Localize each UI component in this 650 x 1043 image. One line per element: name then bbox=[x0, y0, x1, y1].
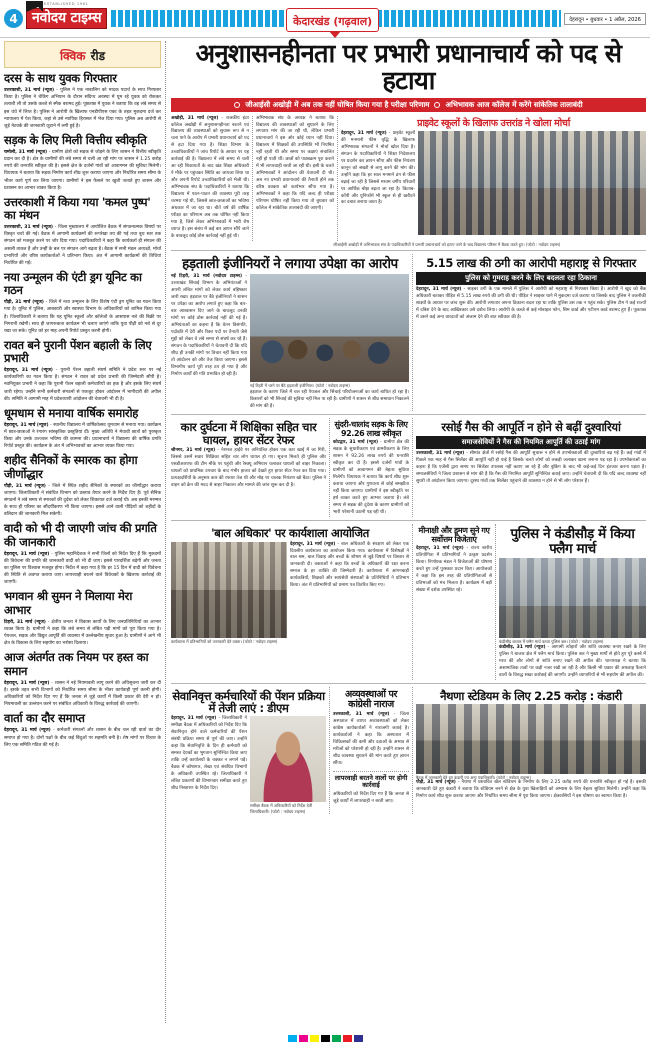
sidebar-item-headline: रावत बने पुरानी पेंशन बहाली के लिए प्रभारी bbox=[4, 337, 152, 366]
lpg-headline: रसोई गैस की आपूर्ति न होने से बढ़ीं दुश्वारियां bbox=[441, 420, 621, 435]
private-schools-headline: प्राइवेट स्कूलों के खिलाफ उत्तरांड ने खोला मोर्चा bbox=[417, 117, 570, 129]
sidebar-item-body: चमोली, 31 मार्च (न्यूज) - ग्रामीण क्षेत्रों को सड़क से जोड़ने के लिए शासन ने वित्तीय स्वीकृति प्रदान कर दी है। क्षेत्र के ग्रामीणों की लंबे समय से चली आ रही मांग पर शासन ने 1.25 करोड़ रुपये की धनराशि स्वीकृत की है। इससे क्षेत्र के दर्जनों गांवों को आवागमन की सुविधा मिलेगी। विधायक ने बताया कि सड़क निर्माण कार्य शीघ्र शुरू कराया जाएगा और निर्धारित समय सीमा के भीतर कार्य पूर्ण कर लिया जाएगा। ग्रामीणों ने इस फैसले पर खुशी जताते हुए शासन और प्रशासन का आभार व्यक्त किया है। bbox=[4, 150, 161, 191]
fraud-body: देहरादून, 31 मार्च (न्यूज) - साइबर ठगी के एक मामले में पुलिस ने आरोपी को महाराष्ट्र से गिरफ्तार किया है। आरोपी ने खुद को बैंक अधिकारी बताकर पीड़ित से 5.15 लाख रुपये की ठगी की थी। पीड़ित ने साइबर थाने में मुकदमा दर्ज कराया था जिसके बाद पुलिस ने तकनीकी साक्ष्यों के आधार पर जांच शुरू की। आरोपी लगातार अपना ठिकाना बदल रहा था ताकि पुलिस उस तक न पहुंच सके। पुलिस टीम ने कई राज्यों में दबिश देने के बाद आखिरकार उसे दबोच लिया। आरोपी के कब्जे से कई मोबाइल फोन, सिम कार्ड और एटीएम कार्ड बरामद हुए हैं। पूछताछ में उसने कई अन्य वारदातों को अंजाम देने की बात स्वीकार की है। bbox=[416, 286, 646, 320]
brief-headline: लापरवाही बरतने वालों पर होगी कार्रवाई bbox=[334, 773, 408, 790]
sidebar-item-text: शासन ने नई नियमावली लागू करने की अधिसूचना जारी कर दी है। इसके तहत सभी विभागों को निर्धारित समय सीमा के भीतर कार्यवाही पूर्ण करनी होगी। अधिकारियों को निर्देश दिए गए हैं कि जनता से जुड़े कार्यों में किसी प्रकार की देरी न हो। नियमावली का उल्लंघन करने पर संबंधित अधिकारी के विरुद्ध कार्रवाई की जाएगी। bbox=[4, 680, 161, 708]
lpg-text-col bbox=[416, 451, 646, 486]
sidebar-item-body: देहरादून, 31 मार्च (न्यूज) - स्थानीय विद्यालय में वार्षिकोत्सव धूमधाम से मनाया गया। कार्यक्रम में छात्र-छात्राओं ने रंगारंग सांस्कृतिक प्रस्तुतियां दीं। मुख्य अतिथि ने मेधावी छात्रों को पुरस्कृत किया और उनके उज्ज्वल भविष्य की कामना की। प्रधानाचार्य ने विद्यालय की वार्षिक प्रगति रिपोर्ट प्रस्तुत की। कार्यक्रम के अंत में अभिभावकों का आभार व्यक्त किया गया। bbox=[4, 423, 161, 450]
column-divider bbox=[337, 116, 338, 241]
lpg-body: उत्तरकाशी, 31 मार्च (न्यूज) - सीमांत क्षेत्रों में रसोई गैस की आपूर्ति सुचारू न होने से उपभोक्ताओं की दुश्वारियां बढ़ गई हैं। कई गांवों में पिछले एक माह से गैस सिलेंडर की आपूर्ति नहीं हो पाई है जिसके चलते लोगों को लकड़ी जलाकर खाना बनाना पड़ रहा है। उपभोक्ताओं का कहना है कि एजेंसी द्वारा समय पर सिलेंडर उपलब्ध नहीं कराए जा रहे हैं और बुकिंग के बाद भी कई-कई दिन इंतजार करना पड़ता है। समाजसेवियों ने जिला प्रशासन से मांग की है कि गैस की नियमित आपूर्ति सुनिश्चित कराई जाए। उन्होंने चेतावनी दी कि यदि जल्द व्यवस्था नहीं सुधरी तो आंदोलन किया जाएगा। दूरस्थ गांवों तक सिलेंडर पहुंचाने की व्यवस्था न होने से भी लोग परेशान हैं। bbox=[416, 450, 646, 484]
engineers-photo bbox=[250, 274, 409, 382]
sidebar-item-dateline: देहरादून, 31 मार्च (न्यूज) bbox=[4, 680, 50, 686]
lead-column-1[interactable] bbox=[171, 116, 249, 241]
stadium-article[interactable] bbox=[416, 687, 646, 815]
lpg-subhead: समाजसेवियों ने गैस की नियमित आपूर्ति की उठाई मांग bbox=[416, 436, 646, 449]
child-article[interactable] bbox=[171, 524, 409, 679]
article-divider bbox=[333, 771, 409, 772]
sidebar-item[interactable] bbox=[4, 590, 161, 647]
sidebar-item-body: देहरादून, 31 मार्च (न्यूज) - पुलिस महानिदेशक ने सभी जिलों को निर्देश दिए हैं कि मुकदमों की विवेचना की प्रगति की जानकारी वादी को भी दी जाए। इससे पारदर्शिता बढ़ेगी और जनता का पुलिस पर विश्वास मजबूत होगा। निर्देश में कहा गया है कि हर 15 दिन में वादी को विवेचना की स्थिति से अवगत कराया जाए। लापरवाही बरतने वाले विवेचकों के खिलाफ कार्रवाई की जाएगी। bbox=[4, 551, 161, 586]
lead-photo-caption: जीआईसी अखोड़ी में अभिभावक संघ के पदाधिकारियों ने प्रभारी प्रधानाचार्य को हटाए जाने के बाद विद्यालय परिसर में बैठक करते हुए। (फोटो : नवोदय टाइम्स) bbox=[333, 241, 561, 247]
masthead bbox=[0, 0, 650, 38]
lead-columns bbox=[171, 116, 646, 241]
edition-tag bbox=[286, 8, 379, 32]
sidebar-item-dateline: देहरादून, 31 मार्च (न्यूज) bbox=[4, 368, 53, 374]
sidebar-item-body: उत्तरकाशी, 31 मार्च (न्यूज) - जिला मुख्यालय में आयोजित बैठक में संगठनात्मक विषयों पर विस्तृत चर्चा की गई। बैठक में आगामी कार्यक्रमों की रूपरेखा तय की गई तथा बूथ स्तर तक संगठन को मजबूत करने पर जोर दिया गया। पदाधिकारियों ने कहा कि कार्यकर्ता ही संगठन की असली ताकत हैं और उन्हीं के बल पर संगठन आगे बढ़ता है। बैठक में सभी मंडल अध्यक्षों, मोर्चा प्रभारियों और वरिष्ठ कार्यकर्ताओं ने प्रतिभाग किया। अंत में आगामी कार्यक्रमों की तिथियां निर्धारित की गईं। bbox=[4, 225, 161, 266]
sidebar-item-body: पौड़ी, 31 मार्च (न्यूज) - जिले में स्थित शहीद सैनिकों के स्मारकों का जीर्णोद्धार कराया जाएगा। जिलाधिकारी ने संबंधित विभाग को प्रस्ताव तैयार करने के निर्देश दिए हैं। पूर्व सैनिक संगठनों ने लंबे समय से स्मारकों की दुर्दशा को लेकर शिकायत दर्ज कराई थी। अब इनकी मरम्मत के साथ ही परिसर का सौंदर्यीकरण भी किया जाएगा। इससे आने वाली पीढ़ियों को शहीदों के बलिदान की जानकारी मिल सकेगी। bbox=[4, 483, 161, 518]
pension-headline: सेवानिवृत्त कर्मचारियों की पेंशन प्रक्रिया में तेजी लाएं : डीएम bbox=[172, 688, 325, 715]
masthead-dateline: देहरादून • बुधवार • 1 अप्रैल, 2026 bbox=[564, 13, 646, 25]
scheme-article[interactable] bbox=[333, 418, 409, 517]
private-schools-text-col bbox=[341, 131, 415, 235]
car-article[interactable] bbox=[171, 418, 326, 517]
page-body bbox=[0, 38, 650, 1023]
meena-headline: मीनाक्षी और डूमण सुने गए सर्वोत्तम विजेताएं bbox=[418, 526, 490, 544]
engineers-headline: हड़ताली इंजीनियरों ने लगाया उपेक्षा का आरोप bbox=[182, 256, 398, 273]
lead-dateline: अखोड़ी, 31 मार्च (न्यूज) bbox=[171, 115, 219, 121]
child-photo bbox=[171, 542, 287, 638]
column-divider bbox=[329, 687, 330, 815]
sidebar-item-headline: सड़क के लिए मिली वित्तीय स्वीकृति bbox=[4, 132, 147, 147]
quick-read-header bbox=[4, 41, 161, 68]
bullet-dot-icon bbox=[434, 102, 440, 108]
sidebar-item-text: जिले में स्थित शहीद सैनिकों के स्मारकों का जीर्णोद्धार कराया जाएगा। जिलाधिकारी ने संबंधित विभाग को प्रस्ताव तैयार करने के निर्देश दिए हैं। पूर्व सैनिक संगठनों ने लंबे समय से स्मारकों की दुर्दशा को लेकर शिकायत दर्ज कराई थी। अब इनकी मरम्मत के साथ ही परिसर का सौंदर्यीकरण भी किया जाएगा। इससे आने वाली पीढ़ियों को शहीदों के बलिदान की जानकारी मिल सकेगी। bbox=[4, 483, 161, 518]
sidebar-item-body: उत्तरकाशी, 31 मार्च (न्यूज) - पुलिस ने एक नाबालिग को मादक पदार्थ के साथ गिरफ्तार किया है। पुलिस ने चेकिंग अभियान के दौरान संदिग्ध अवस्था में घूम रहे युवक को रोककर तलाशी ली तो उसके कब्जे से स्मैक बरामद हुई। पूछताछ में युवक ने बताया कि वह लंबे समय से इस धंधे में लिप्त है। पुलिस ने आरोपी के खिलाफ एनडीपीएस एक्ट के तहत मुकदमा दर्ज कर न्यायालय में पेश किया, जहां से उसे न्यायिक हिरासत में भेज दिया गया। पुलिस अब आरोपी से जुड़े नेटवर्क की जानकारी जुटाने में लगी हुई है। bbox=[4, 88, 161, 129]
child-dateline: देहरादून, 31 मार्च (न्यूज) bbox=[290, 541, 336, 547]
sidebar-item-body: टिहरी, 31 मार्च (न्यूज) - क्षेत्रीय जनता ने विकास कार्यों के लिए जनप्रतिनिधियों का आभार व्यक्त किया है। ग्रामीणों ने कहा कि लंबे समय से लंबित पड़ी मांगों को पूरा किया गया है। पेयजल, सड़क और विद्युत आपूर्ति की व्यवस्था में उल्लेखनीय सुधार हुआ है। ग्रामीणों ने आगे भी क्षेत्र के विकास के लिए सहयोग का भरोसा दिलाया। bbox=[4, 619, 162, 647]
sidebar-item-headline: नया उन्मूलन की एंटी ड्रग यूनिट का गठन bbox=[4, 269, 142, 298]
sidebar-item-text: जिले में नशा उन्मूलन के लिए विशेष एंटी ड्रग यूनिट का गठन किया गया है। यूनिट में पुलिस, आबकारी और स्वास्थ्य विभाग के अधिकारियों को शामिल किया गया है। जिलाधिकारी ने बताया कि यह यूनिट स्कूलों और कॉलेजों के आसपास नशे की बिक्री पर निगरानी रखेगी। साथ ही जागरूकता कार्यक्रम भी चलाए जाएंगे ताकि युवा पीढ़ी को नशे से दूर रखा जा सके। यूनिट को हर माह अपनी रिपोर्ट प्रस्तुत करनी होगी। bbox=[4, 300, 161, 334]
cmyk-black-swatch bbox=[321, 1035, 330, 1042]
stadium-headline: नैथणा स्टेडियम के लिए 2.25 करोड़ : कंडारी bbox=[440, 688, 622, 703]
sidebar-item[interactable] bbox=[4, 407, 161, 451]
cmyk-cyan-swatch bbox=[288, 1035, 297, 1042]
pension-photo-caption: समीक्षा बैठक में अधिकारियों को निर्देश देतीं जिलाधिकारी। (फोटो : नवोदय टाइम्स) bbox=[250, 803, 313, 814]
child-text-col bbox=[287, 542, 409, 644]
scheme-dateline: कोटद्वार, 31 मार्च (न्यूज) bbox=[333, 440, 379, 446]
sidebar-item-headline: शहीद सैनिकों के स्मारक का होगा जीर्णोद्धार bbox=[4, 453, 138, 481]
car-text-col bbox=[171, 448, 326, 490]
section-divider bbox=[171, 414, 646, 415]
lpg-article[interactable] bbox=[416, 418, 646, 517]
sidebar-item[interactable] bbox=[4, 72, 161, 130]
private-schools-text: प्राइवेट स्कूलों की मनमानी फीस वृद्धि के खिलाफ अभिभावक संगठनों ने मोर्चा खोल दिया है। संगठन के पदाधिकारियों ने शिक्षा निदेशालय पर प्रदर्शन कर ज्ञापन सौंपा और फीस नियंत्रण कानून को सख्ती से लागू करने की मांग की। उन्होंने कहा कि हर साल मनमाने ढंग से फीस बढ़ाई जा रही है जिससे मध्यम वर्गीय परिवारों पर आर्थिक बोझ बढ़ता जा रहा है। किताब-कॉपी और यूनिफॉर्म भी स्कूल से ही खरीदने का दबाव बनाया जाता है। bbox=[341, 130, 415, 206]
sidebar-item-headline: धूमधाम से मनाया वार्षिक समारोह bbox=[4, 405, 139, 420]
lpg-text: सीमांत क्षेत्रों में रसोई गैस की आपूर्ति सुचारू न होने से उपभोक्ताओं की दुश्वारियां बढ़ गई हैं। कई गांवों में पिछले एक माह से गैस सिलेंडर की आपूर्ति नहीं हो पाई है जिसके चलते लोगों को लकड़ी जलाकर खाना बनाना पड़ रहा है। उपभोक्ताओं का कहना है कि एजेंसी द्वारा समय पर सिलेंडर उपलब्ध नहीं कराए जा रहे हैं और बुकिंग के बाद भी कई-कई दिन इंतजार करना पड़ता है। समाजसेवियों ने जिला प्रशासन से मांग की है कि गैस की नियमित आपूर्ति सुनिश्चित कराई जाए। उन्होंने चेतावनी दी कि यदि जल्द व्यवस्था नहीं सुधरी तो आंदोलन किया जाएगा। दूरस्थ गांवों तक सिलेंडर पहुंचाने की व्यवस्था न होने से भी लोग परेशान हैं। bbox=[416, 450, 646, 484]
meena-article[interactable] bbox=[416, 524, 492, 679]
cmyk-yellow-swatch bbox=[310, 1035, 319, 1042]
row-pension-stadium bbox=[171, 687, 646, 815]
child-text: बाल अधिकारों के संरक्षण को लेकर एक दिवसीय कार्यशाला का आयोजन किया गया। कार्यशाला में विशेषज्ञों ने बाल श्रम, बाल विवाह और बच्चों के शोषण से जुड़े विषयों पर विस्तार से जानकारी दी। वक्ताओं ने कहा कि बच्चों के अधिकारों की रक्षा करना समाज के हर व्यक्ति की जिम्मेदारी है। कार्यशाला में आंगनबाड़ी कार्यकत्रियों, शिक्षकों और स्वयंसेवी संस्थाओं के प्रतिनिधियों ने प्रतिभाग किया। अंत में प्रतिभागियों को प्रमाण पत्र वितरित किए गए। bbox=[290, 541, 409, 589]
stadium-body: पौड़ी, 31 मार्च (न्यूज) - नैथणा में प्रस्तावित खेल स्टेडियम के निर्माण के लिए 2.25 करोड़ रुपये की धनराशि स्वीकृत हो गई है। इसकी जानकारी देते हुए कंडारी ने बताया कि स्टेडियम बनने से क्षेत्र के युवा खिलाड़ियों को अभ्यास के लिए बेहतर सुविधा मिलेगी। उन्होंने कहा कि निर्माण कार्य शीघ्र शुरू कराया जाएगा और निर्धारित समय सीमा में पूरा किया जाएगा। क्षेत्रवासियों ने इस घोषणा का स्वागत किया है। bbox=[416, 780, 646, 800]
cmyk-blue-swatch bbox=[354, 1035, 363, 1042]
lead-body-1: अखोड़ी, 31 मार्च (न्यूज) - राजकीय इंटर कॉलेज अखोड़ी में अनुशासनहीनता बरतने एवं विद्यालय की व्यवस्थाओं को सुचारू रूप से न चला पाने के आरोप में प्रभारी प्रधानाचार्य को पद से हटा दिया गया है। शिक्षा विभाग के उच्चाधिकारियों ने जांच रिपोर्ट के आधार पर यह कार्रवाई की है। विद्यालय में लंबे समय से चली आ रही शिकायतों के बाद खंड शिक्षा अधिकारी ने मौके पर पहुंचकर स्थिति का जायजा लिया था और अपनी रिपोर्ट उच्चाधिकारियों को भेजी थी। अभिभावक संघ के पदाधिकारियों ने बताया कि विद्यालय में पठन-पाठन की व्यवस्था पूरी तरह चरमरा गई थी, जिससे छात्र-छात्राओं का भविष्य अंधकार में जा रहा था। बीते वर्ष की वार्षिक परीक्षा का परिणाम अब तक घोषित नहीं किया गया है, जिसे लेकर अभिभावकों में भारी रोष व्याप्त है। इस संबंध में कई बार ज्ञापन सौंपे जाने के बावजूद कोई ठोस कार्रवाई नहीं हुई थी। bbox=[171, 115, 249, 239]
scheme-text: ग्रामीण क्षेत्र की सड़क के सुधारीकरण एवं डामरीकरण के लिए शासन ने 92.26 लाख रुपये की धनराशि स्वीकृत कर दी है। इससे दर्जनों गांवों के ग्रामीणों को आवागमन की बेहतर सुविधा मिलेगी। विधायक ने बताया कि कार्य शीघ्र शुरू कराया जाएगा और गुणवत्ता से कोई समझौता नहीं किया जाएगा। ग्रामीणों ने इस स्वीकृति पर हर्ष व्यक्त करते हुए आभार जताया है। लंबे समय से सड़क की दुर्दशा के कारण ग्रामीणों को भारी परेशानी उठानी पड़ रही थी। bbox=[333, 440, 409, 516]
car-dateline: श्रीनगर, 31 मार्च (न्यूज) bbox=[171, 448, 216, 454]
engineers-body: नई टिहरी, 31 मार्च (नवोदय टाइम्स) - उत्तराखंड सिंचाई विभाग के अभियंताओं ने अपनी लंबित मांगों को लेकर कार्य बहिष्कार जारी रखा। हड़ताल पर बैठे इंजीनियरों ने शासन पर उपेक्षा का आरोप लगाते हुए कहा कि बार-बार आश्वासन दिए जाने के बावजूद उनकी मांगों पर कोई ठोस कार्रवाई नहीं की गई है। अभियंताओं का कहना है कि वेतन विसंगति, पदोन्नति में देरी और रिक्त पदों पर तैनाती जैसे मुद्दों को लेकर वे लंबे समय से संघर्ष कर रहे हैं। संगठन के पदाधिकारियों ने चेतावनी दी कि यदि शीघ्र ही उनकी मांगों पर विचार नहीं किया गया तो आंदोलन को और तेज किया जाएगा। इससे विभागीय कार्य पूरी तरह ठप हो गया है और निर्माण कार्यों की गति प्रभावित हो रही है। bbox=[171, 273, 247, 377]
fraud-subhead: पुलिस को गुमराह करने के लिए बदलता रहा ठिकाना bbox=[416, 272, 646, 285]
sidebar-item[interactable] bbox=[4, 271, 161, 335]
paper-name: नवोदय टाइम्स bbox=[26, 8, 107, 29]
column-divider bbox=[252, 116, 253, 241]
lead-text-1: राजकीय इंटर कॉलेज अखोड़ी में अनुशासनहीनता बरतने एवं विद्यालय की व्यवस्थाओं को सुचारू रूप से न चला पाने के आरोप में प्रभारी प्रधानाचार्य को पद से हटा दिया गया है। शिक्षा विभाग के उच्चाधिकारियों ने जांच रिपोर्ट के आधार पर यह कार्रवाई की है। विद्यालय में लंबे समय से चली आ रही शिकायतों के बाद खंड शिक्षा अधिकारी ने मौके पर पहुंचकर स्थिति का जायजा लिया था और अपनी रिपोर्ट उच्चाधिकारियों को भेजी थी। अभिभावक संघ के पदाधिकारियों ने बताया कि विद्यालय में पठन-पाठन की व्यवस्था पूरी तरह चरमरा गई थी, जिससे छात्र-छात्राओं का भविष्य अंधकार में जा रहा था। बीते वर्ष की वार्षिक परीक्षा का परिणाम अब तक घोषित नहीं किया गया है, जिसे लेकर अभिभावकों में भारी रोष व्याप्त है। इस संबंध में कई बार ज्ञापन सौंपे जाने के बावजूद कोई ठोस कार्रवाई नहीं हुई थी। bbox=[171, 115, 249, 239]
engineers-text-2: हड़ताल के कारण जिले में चल रही पेयजल और सिंचाई परियोजनाओं का कार्य बाधित हो रहा है। किसानों को भी सिंचाई की सुविधा नहीं मिल पा रही है। ग्रामीणों ने शासन से शीघ्र समाधान निकालने की मांग की है। bbox=[250, 390, 409, 410]
engineers-photo-col bbox=[247, 274, 409, 411]
pension-dateline: देहरादून, 31 मार्च (न्यूज) bbox=[171, 716, 217, 722]
congress-body: उत्तरकाशी, 31 मार्च (न्यूज) - जिला अस्पताल में व्याप्त अव्यवस्थाओं को लेकर कांग्रेस कार्यकर्ताओं ने नाराजगी जताई है। कार्यकर्ताओं ने कहा कि अस्पताल में चिकित्सकों की कमी और दवाओं के अभाव से मरीजों को परेशानी हो रही है। उन्होंने शासन से शीघ्र व्यवस्था सुधारने की मांग करते हुए ज्ञापन सौंपा। bbox=[333, 712, 409, 766]
sidebar-item-dateline: पौड़ी, 31 मार्च (न्यूज) bbox=[4, 483, 46, 489]
sidebar-item[interactable] bbox=[4, 339, 161, 403]
fraud-text: साइबर ठगी के एक मामले में पुलिस ने आरोपी को महाराष्ट्र से गिरफ्तार किया है। आरोपी ने खुद को बैंक अधिकारी बताकर पीड़ित से 5.15 लाख रुपये की ठगी की थी। पीड़ित ने साइबर थाने में मुकदमा दर्ज कराया था जिसके बाद पुलिस ने तकनीकी साक्ष्यों के आधार पर जांच शुरू की। आरोपी लगातार अपना ठिकाना बदल रहा था ताकि पुलिस उस तक न पहुंच सके। पुलिस टीम ने कई राज्यों में दबिश देने के बाद आखिरकार उसे दबोच लिया। आरोपी के कब्जे से कई मोबाइल फोन, सिम कार्ड और एटीएम कार्ड बरामद हुए हैं। पूछताछ में उसने कई अन्य वारदातों को अंजाम देने की बात स्वीकार की है। bbox=[416, 286, 646, 320]
meena-text: राज्य स्तरीय प्रतियोगिता में प्रतिभागियों ने उत्कृष्ट प्रदर्शन किया। निर्णायक मंडल ने विजेताओं की घोषणा करते हुए उन्हें पुरस्कार प्रदान किए। आयोजकों ने कहा कि इस तरह की प्रतियोगिताओं से प्रतिभाओं को मंच मिलता है। कार्यक्रम में बड़ी संख्या में दर्शक उपस्थित रहे। bbox=[416, 546, 492, 594]
sidebar-item[interactable] bbox=[4, 134, 161, 192]
column-divider bbox=[412, 687, 413, 815]
row-car-lpg bbox=[171, 418, 646, 517]
column-divider bbox=[329, 418, 330, 517]
police-dateline: कंडीसौड़, 31 मार्च (न्यूज) bbox=[499, 644, 546, 650]
lead-column-2[interactable] bbox=[256, 116, 334, 241]
page-number-badge: 4 bbox=[4, 9, 23, 28]
lead-side-block[interactable] bbox=[341, 116, 646, 241]
child-headline: 'बाल अधिकार' पर कार्यशाला आयोजित bbox=[211, 526, 369, 541]
sidebar-item-text: ग्रामीण क्षेत्रों को सड़क से जोड़ने के लिए शासन ने वित्तीय स्वीकृति प्रदान कर दी है। क्षेत्र के ग्रामीणों की लंबे समय से चली आ रही मांग पर शासन ने 1.25 करोड़ रुपये की धनराशि स्वीकृत की है। इससे क्षेत्र के दर्जनों गांवों को आवागमन की सुविधा मिलेगी। विधायक ने बताया कि सड़क निर्माण कार्य शीघ्र शुरू कराया जाएगा और निर्धारित समय सीमा के भीतर कार्य पूर्ण कर लिया जाएगा। ग्रामीणों ने इस फैसले पर खुशी जताते हुए शासन और प्रशासन का आभार व्यक्त किया है। bbox=[4, 150, 161, 191]
pension-photo-col bbox=[247, 716, 326, 814]
lead-bullet-2: अभिभावक आज कॉलेज में करेंगे सांकेतिक तालाबंदी bbox=[445, 99, 583, 109]
congress-headline: अव्यवस्थाओं पर कांग्रेसी नाराज bbox=[344, 688, 398, 710]
meena-dateline: देहरादून, 31 मार्च (न्यूज) bbox=[416, 546, 464, 552]
sidebar-item-body: देहरादून, 31 मार्च (न्यूज) - कर्मचारी संगठनों और शासन के बीच चल रही वार्ता का दौर समाप्त हो गया है। दोनों पक्षों के बीच कई बिंदुओं पर सहमति बनी है। शेष मांगों पर विचार के लिए एक समिति गठित की गई है। bbox=[4, 728, 162, 748]
sidebar-item-dateline: पौड़ी, 31 मार्च (न्यूज) bbox=[4, 300, 44, 306]
section-divider bbox=[171, 250, 646, 251]
main-content bbox=[166, 41, 646, 1023]
sidebar-item-dateline: चमोली, 31 मार्च (न्यूज) bbox=[4, 150, 48, 156]
fraud-text-col-1 bbox=[416, 287, 646, 322]
edition-tag-label: केदारखंड (गढ़वाल) bbox=[293, 15, 373, 28]
lead-photo bbox=[418, 131, 646, 235]
column-divider bbox=[412, 418, 413, 517]
police-body: कंडीसौड़, 31 मार्च (न्यूज) - आगामी त्योहारों और शांति व्यवस्था बनाए रखने के लिए पुलिस ने बाजार क्षेत्र में फ्लैग मार्च किया। पुलिस बल ने मुख्य मार्गों से होते हुए पूरे कस्बे में गश्त की और लोगों से शांति बनाए रखने की अपील की। थानाध्यक्ष ने बताया कि असामाजिक तत्वों पर कड़ी नजर रखी जा रही है और किसी भी प्रकार की अफवाह फैलाने वालों के विरुद्ध सख्त कार्रवाई की जाएगी। उन्होंने व्यापारियों से भी सहयोग की अपील की। bbox=[499, 644, 646, 678]
police-photo-caption: कंडीसौड़ बाजार में फ्लैग मार्च करता पुलिस बल। (फोटो : नवोदय टाइम्स) bbox=[499, 639, 604, 645]
section-divider bbox=[171, 683, 646, 684]
sidebar-item-headline: भगवान श्री सुमन ने मिलाया मेरा आभार bbox=[4, 589, 133, 617]
row-engineers bbox=[171, 254, 646, 411]
private-schools-dateline: देहरादून, 31 मार्च (न्यूज) bbox=[341, 130, 387, 136]
sidebar-item[interactable] bbox=[4, 196, 161, 267]
police-article[interactable] bbox=[499, 524, 646, 679]
sidebar-item-dateline: टिहरी, 31 मार्च (न्यूज) bbox=[4, 619, 46, 625]
pension-body: देहरादून, 31 मार्च (न्यूज) - जिलाधिकारी ने समीक्षा बैठक में अधिकारियों को निर्देश दिए कि सेवानिवृत्त होने वाले कर्मचारियों की पेंशन संबंधी प्रक्रिया समय से पूर्ण की जाए। उन्होंने कहा कि सेवानिवृत्ति के दिन ही कर्मचारी को समस्त देयकों का भुगतान सुनिश्चित किया जाए ताकि उन्हें कार्यालयों के चक्कर न लगाने पड़ें। बैठक में कोषागार, लेखा एवं संबंधित विभागों के अधिकारी उपस्थित रहे। जिलाधिकारी ने लंबित प्रकरणों की विभागवार समीक्षा करते हुए शीघ्र निस्तारण के निर्देश दिए। bbox=[171, 716, 247, 792]
sidebar-item-body: देहरादून, 31 मार्च (न्यूज) - पुरानी पेंशन बहाली संघर्ष समिति ने प्रदेश स्तर पर नई कार्यकारिणी का गठन किया है। संगठन ने रावत को प्रदेश प्रभारी की जिम्मेदारी सौंपी है। नवनियुक्त प्रभारी ने कहा कि पुरानी पेंशन बहाली कर्मचारियों का हक है और इसके लिए संघर्ष जारी रहेगा। उन्होंने सभी कर्मचारी संगठनों से एकजुट होकर आंदोलन में भागीदारी की अपील की। समिति ने आगामी माह में प्रदेशव्यापी आंदोलन की चेतावनी भी दी है। bbox=[4, 368, 162, 402]
lead-bullet-1: जीआईसी अखोड़ी में अब तक नहीं घोषित किया गया है परीक्षा परिणाम bbox=[245, 99, 430, 109]
lpg-dateline: उत्तरकाशी, 31 मार्च (न्यूज) bbox=[416, 450, 465, 456]
sidebar-item-text: पुरानी पेंशन बहाली संघर्ष समिति ने प्रदेश स्तर पर नई कार्यकारिणी का गठन किया है। संगठन ने रावत को प्रदेश प्रभारी की जिम्मेदारी सौंपी है। नवनियुक्त प्रभारी ने कहा कि पुरानी पेंशन बहाली कर्मचारियों का हक है और इसके लिए संघर्ष जारी रहेगा। उन्होंने सभी कर्मचारी संगठनों से एकजुट होकर आंदोलन में भागीदारी की अपील की। समिति ने आगामी माह में प्रदेशव्यापी आंदोलन की चेतावनी भी दी है। bbox=[4, 368, 162, 402]
sidebar-item-dateline: देहरादून, 31 मार्च (न्यूज) bbox=[4, 423, 49, 429]
bullet-dot-icon bbox=[234, 102, 240, 108]
brief-text: अधिकारियों को निर्देश दिए गए हैं कि जनता से जुड़े कार्यों में लापरवाही न बरती जाए। bbox=[333, 792, 409, 805]
police-text: आगामी त्योहारों और शांति व्यवस्था बनाए रखने के लिए पुलिस ने बाजार क्षेत्र में फ्लैग मार्च किया। पुलिस बल ने मुख्य मार्गों से होते हुए पूरे कस्बे में गश्त की और लोगों से शांति बनाए रखने की अपील की। थानाध्यक्ष ने बताया कि असामाजिक तत्वों पर कड़ी नजर रखी जा रही है और किसी भी प्रकार की अफवाह फैलाने वालों के विरुद्ध सख्त कार्रवाई की जाएगी। उन्होंने व्यापारियों से भी सहयोग की अपील की। bbox=[499, 644, 646, 678]
cmyk-registration-bar bbox=[0, 1033, 650, 1043]
logo-established-text: ESTABLISHED 1961 bbox=[44, 2, 89, 6]
fraud-dateline: देहरादून, 31 मार्च (न्यूज) bbox=[416, 286, 462, 292]
scheme-body: कोटद्वार, 31 मार्च (न्यूज) - ग्रामीण क्षेत्र की सड़क के सुधारीकरण एवं डामरीकरण के लिए शासन ने 92.26 लाख रुपये की धनराशि स्वीकृत कर दी है। इससे दर्जनों गांवों के ग्रामीणों को आवागमन की बेहतर सुविधा मिलेगी। विधायक ने बताया कि कार्य शीघ्र शुरू कराया जाएगा और गुणवत्ता से कोई समझौता नहीं किया जाएगा। ग्रामीणों ने इस स्वीकृति पर हर्ष व्यक्त करते हुए आभार जताया है। लंबे समय से सड़क की दुर्दशा के कारण ग्रामीणों को भारी परेशानी उठानी पड़ रही थी। bbox=[333, 440, 409, 516]
quick-read-title-part2: रीड bbox=[90, 49, 106, 63]
sidebar-item[interactable] bbox=[4, 454, 161, 518]
sidebar-item-headline: वार्ता का दौर समाप्त bbox=[4, 711, 85, 726]
section-divider bbox=[171, 520, 646, 521]
sidebar-item-text: स्थानीय विद्यालय में वार्षिकोत्सव धूमधाम से मनाया गया। कार्यक्रम में छात्र-छात्राओं ने रंगारंग सांस्कृतिक प्रस्तुतियां दीं। मुख्य अतिथि ने मेधावी छात्रों को पुरस्कृत किया और उनके उज्ज्वल भविष्य की कामना की। प्रधानाचार्य ने विद्यालय की वार्षिक प्रगति रिपोर्ट प्रस्तुत की। कार्यक्रम के अंत में अभिभावकों का आभार व्यक्त किया गया। bbox=[4, 423, 161, 450]
sidebar-item-text: जिला मुख्यालय में आयोजित बैठक में संगठनात्मक विषयों पर विस्तृत चर्चा की गई। बैठक में आगामी कार्यक्रमों की रूपरेखा तय की गई तथा बूथ स्तर तक संगठन को मजबूत करने पर जोर दिया गया। पदाधिकारियों ने कहा कि कार्यकर्ता ही संगठन की असली ताकत हैं और उन्हीं के बल पर संगठन आगे बढ़ता है। बैठक में सभी मंडल अध्यक्षों, मोर्चा प्रभारियों और वरिष्ठ कार्यकर्ताओं ने प्रतिभाग किया। अंत में आगामी कार्यक्रमों की तिथियां निर्धारित की गईं। bbox=[4, 225, 161, 266]
column-divider bbox=[412, 254, 413, 411]
congress-text: जिला अस्पताल में व्याप्त अव्यवस्थाओं को लेकर कांग्रेस कार्यकर्ताओं ने नाराजगी जताई है। कार्यकर्ताओं ने कहा कि अस्पताल में चिकित्सकों की कमी और दवाओं के अभाव से मरीजों को परेशानी हो रही है। उन्होंने शासन से शीघ्र व्यवस्था सुधारने की मांग करते हुए ज्ञापन सौंपा। bbox=[333, 712, 409, 766]
fraud-article[interactable] bbox=[416, 254, 646, 411]
sidebar-item[interactable] bbox=[4, 712, 161, 749]
meena-body: देहरादून, 31 मार्च (न्यूज) - राज्य स्तरीय प्रतियोगिता में प्रतिभागियों ने उत्कृष्ट प्रदर्शन किया। निर्णायक मंडल ने विजेताओं की घोषणा करते हुए उन्हें पुरस्कार प्रदान किए। आयोजकों ने कहा कि इस तरह की प्रतियोगिताओं से प्रतिभाओं को मंच मिलता है। कार्यक्रम में बड़ी संख्या में दर्शक उपस्थित रहे। bbox=[416, 546, 492, 594]
sidebar-item-text: क्षेत्रीय जनता ने विकास कार्यों के लिए जनप्रतिनिधियों का आभार व्यक्त किया है। ग्रामीणों ने कहा कि लंबे समय से लंबित पड़ी मांगों को पूरा किया गया है। पेयजल, सड़क और विद्युत आपूर्ति की व्यवस्था में उल्लेखनीय सुधार हुआ है। ग्रामीणों ने आगे भी क्षेत्र के विकास के लिए सहयोग का भरोसा दिलाया। bbox=[4, 619, 162, 647]
sidebar-item-text: पुलिस ने एक नाबालिग को मादक पदार्थ के साथ गिरफ्तार किया है। पुलिस ने चेकिंग अभियान के दौरान संदिग्ध अवस्था में घूम रहे युवक को रोककर तलाशी ली तो उसके कब्जे से स्मैक बरामद हुई। पूछताछ में युवक ने बताया कि वह लंबे समय से इस धंधे में लिप्त है। पुलिस ने आरोपी के खिलाफ एनडीपीएस एक्ट के तहत मुकदमा दर्ज कर न्यायालय में पेश किया, जहां से उसे न्यायिक हिरासत में भेज दिया गया। पुलिस अब आरोपी से जुड़े नेटवर्क की जानकारी जुटाने में लगी हुई है। bbox=[4, 88, 161, 129]
sidebar-item-body: देहरादून, 31 मार्च (न्यूज) - शासन ने नई नियमावली लागू करने की अधिसूचना जारी कर दी है। इसके तहत सभी विभागों को निर्धारित समय सीमा के भीतर कार्यवाही पूर्ण करनी होगी। अधिकारियों को निर्देश दिए गए हैं कि जनता से जुड़े कार्यों में किसी प्रकार की देरी न हो। नियमावली का उल्लंघन करने पर संबंधित अधिकारी के विरुद्ध कार्रवाई की जाएगी। bbox=[4, 680, 161, 708]
police-headline: पुलिस ने कंडीसौड़ में किया फ्लैग मार्च bbox=[510, 526, 635, 557]
fraud-headline: 5.15 लाख की ठगी का आरोपी महाराष्ट्र से गिरफ्तार bbox=[426, 256, 636, 271]
engineers-dateline: नई टिहरी, 31 मार्च (नवोदय टाइम्स) bbox=[171, 273, 243, 279]
stadium-dateline: पौड़ी, 31 मार्च (न्यूज) bbox=[416, 780, 456, 786]
lead-headline: अनुशासनहीनता पर प्रभारी प्रधानाचार्य को पद से हटाया bbox=[195, 39, 622, 96]
sidebar-item[interactable] bbox=[4, 522, 161, 586]
engineers-photo-caption: नई टिहरी में धरने पर बैठे हड़ताली इंजीनियर। (फोटो : नवोदय टाइम्स) bbox=[250, 382, 350, 388]
sidebar-item-text: कर्मचारी संगठनों और शासन के बीच चल रही वार्ता का दौर समाप्त हो गया है। दोनों पक्षों के बीच कई बिंदुओं पर सहमति बनी है। शेष मांगों पर विचार के लिए एक समिति गठित की गई है। bbox=[4, 728, 162, 748]
sidebar-item-headline: उत्तरकाशी में किया गया 'कमल पुष्प' का मंथन bbox=[4, 194, 151, 222]
child-photo-caption: कार्यशाला में प्रतिभागियों को जानकारी देते वक्ता। (फोटो : नवोदय टाइम्स) bbox=[171, 638, 278, 644]
quick-read-sidebar bbox=[4, 41, 166, 1023]
row-child-police bbox=[171, 524, 646, 679]
cmyk-red-swatch bbox=[343, 1035, 352, 1042]
pension-text-col bbox=[171, 716, 247, 814]
engineers-text-col bbox=[171, 274, 247, 411]
engineers-article[interactable] bbox=[171, 254, 409, 411]
stadium-photo-caption: बैठक में जानकारी देते हुए कंडारी एवं अन्य पदाधिकारी। (फोटो : नवोदय टाइम्स) bbox=[416, 774, 531, 780]
sidebar-item-dateline: देहरादून, 31 मार्च (न्यूज) bbox=[4, 728, 51, 734]
sidebar-item-text: पुलिस महानिदेशक ने सभी जिलों को निर्देश दिए हैं कि मुकदमों की विवेचना की प्रगति की जानकारी वादी को भी दी जाए। इससे पारदर्शिता बढ़ेगी और जनता का पुलिस पर विश्वास मजबूत होगा। निर्देश में कहा गया है कि हर 15 दिन में वादी को विवेचना की स्थिति से अवगत कराया जाए। लापरवाही बरतने वाले विवेचकों के खिलाफ कार्रवाई की जाएगी। bbox=[4, 551, 161, 586]
sidebar-item-dateline: देहरादून, 31 मार्च (न्यूज) bbox=[4, 551, 50, 557]
lead-text-2: अभिभावक संघ के अध्यक्ष ने बताया कि विद्यालय की व्यवस्थाओं को सुधारने के लिए लगातार मांग की जा रही थी, लेकिन प्रभारी प्रधानाचार्य ने इस ओर कोई ध्यान नहीं दिया। विद्यालय में शिक्षकों की उपस्थिति भी नियमित नहीं रहती थी और समय पर कक्षाएं संचालित नहीं हो पाती थीं। छात्रों को पाठ्यक्रम पूरा कराने में भी लापरवाही बरती जा रही थी। इसी के चलते अभिभावकों ने आंदोलन की चेतावनी दी थी। अब नए प्रभारी प्रधानाचार्य की तैनाती होने तक वरिष्ठ प्रवक्ता को कार्यभार सौंपा गया है। अभिभावकों ने कहा कि यदि जल्द ही परीक्षा परिणाम घोषित नहीं किया गया तो बुधवार को कॉलेज में सांकेतिक तालाबंदी की जाएगी। bbox=[256, 115, 334, 212]
column-divider bbox=[412, 524, 413, 679]
pension-photo bbox=[250, 716, 326, 802]
quick-read-title-part1: क्विक bbox=[59, 49, 86, 63]
car-body: श्रीनगर, 31 मार्च (न्यूज) - नेशनल हाईवे पर अनियंत्रित होकर एक कार खाई में जा गिरी, जिससे उसमें सवार शिक्षिका सहित चार लोग घायल हो गए। सूचना मिलते ही पुलिस और एसडीआरएफ की टीम मौके पर पहुंची और रेस्क्यू अभियान चलाकर घायलों को बाहर निकाला। घायलों को प्राथमिक उपचार के बाद गंभीर हालत को देखते हुए हायर सेंटर रेफर कर दिया गया। प्रत्यक्षदर्शियों के अनुसार कार की रफ्तार तेज थी और मोड़ पर चालक नियंत्रण खो बैठा। पुलिस ने वाहन को क्रेन की मदद से बाहर निकाला और मामले की जांच शुरू कर दी है। bbox=[171, 448, 326, 488]
sidebar-item-headline: आज अंतर्गत तक नियम पर हस्त का समान bbox=[4, 650, 149, 678]
engineers-text: उत्तराखंड सिंचाई विभाग के अभियंताओं ने अपनी लंबित मांगों को लेकर कार्य बहिष्कार जारी रखा। हड़ताल पर बैठे इंजीनियरों ने शासन पर उपेक्षा का आरोप लगाते हुए कहा कि बार-बार आश्वासन दिए जाने के बावजूद उनकी मांगों पर कोई ठोस कार्रवाई नहीं की गई है। अभियंताओं का कहना है कि वेतन विसंगति, पदोन्नति में देरी और रिक्त पदों पर तैनाती जैसे मुद्दों को लेकर वे लंबे समय से संघर्ष कर रहे हैं। संगठन के पदाधिकारियों ने चेतावनी दी कि यदि शीघ्र ही उनकी मांगों पर विचार नहीं किया गया तो आंदोलन को और तेज किया जाएगा। इससे विभागीय कार्य पूरी तरह ठप हो गया है और निर्माण कार्यों की गति प्रभावित हो रही है। bbox=[171, 280, 247, 377]
sidebar-item-dateline: उत्तरकाशी, 31 मार्च (न्यूज) bbox=[4, 225, 53, 231]
lead-photo-col bbox=[415, 131, 646, 235]
child-photo-col bbox=[171, 542, 287, 644]
sidebar-item[interactable] bbox=[4, 651, 161, 708]
cmyk-magenta-swatch bbox=[299, 1035, 308, 1042]
stadium-text: नैथणा में प्रस्तावित खेल स्टेडियम के निर्माण के लिए 2.25 करोड़ रुपये की धनराशि स्वीकृत हो गई है। इसकी जानकारी देते हुए कंडारी ने बताया कि स्टेडियम बनने से क्षेत्र के युवा खिलाड़ियों को अभ्यास के लिए बेहतर सुविधा मिलेगी। उन्होंने कहा कि निर्माण कार्य शीघ्र शुरू कराया जाएगा और निर्धारित समय सीमा में पूरा किया जाएगा। क्षेत्रवासियों ने इस घोषणा का स्वागत किया है। bbox=[416, 780, 646, 800]
private-schools-body: देहरादून, 31 मार्च (न्यूज) - प्राइवेट स्कूलों की मनमानी फीस वृद्धि के खिलाफ अभिभावक संगठनों ने मोर्चा खोल दिया है। संगठन के पदाधिकारियों ने शिक्षा निदेशालय पर प्रदर्शन कर ज्ञापन सौंपा और फीस नियंत्रण कानून को सख्ती से लागू करने की मांग की। उन्होंने कहा कि हर साल मनमाने ढंग से फीस बढ़ाई जा रही है जिससे मध्यम वर्गीय परिवारों पर आर्थिक बोझ बढ़ता जा रहा है। किताब-कॉपी और यूनिफॉर्म भी स्कूल से ही खरीदने का दबाव बनाया जाता है। bbox=[341, 130, 415, 206]
child-body: देहरादून, 31 मार्च (न्यूज) - बाल अधिकारों के संरक्षण को लेकर एक दिवसीय कार्यशाला का आयोजन किया गया। कार्यशाला में विशेषज्ञों ने बाल श्रम, बाल विवाह और बच्चों के शोषण से जुड़े विषयों पर विस्तार से जानकारी दी। वक्ताओं ने कहा कि बच्चों के अधिकारों की रक्षा करना समाज के हर व्यक्ति की जिम्मेदारी है। कार्यशाला में आंगनबाड़ी कार्यकत्रियों, शिक्षकों और स्वयंसेवी संस्थाओं के प्रतिनिधियों ने प्रतिभाग किया। अंत में प्रतिभागियों को प्रमाण पत्र वितरित किए गए। bbox=[290, 541, 409, 589]
congress-dateline: उत्तरकाशी, 31 मार्च (न्यूज) bbox=[333, 712, 390, 718]
scheme-headline: सुंदरी-चालांद सड़क के लिए 92.26 लाख स्वीकृत bbox=[334, 420, 408, 438]
sidebar-item-headline: दरस के साथ युवक गिरफ्तार bbox=[4, 71, 117, 85]
stadium-photo bbox=[416, 704, 646, 774]
paper-logo[interactable] bbox=[26, 2, 107, 29]
lead-subhead-bar bbox=[171, 98, 646, 112]
sidebar-item-headline: वादी को भी दी जाएगी जांच की प्रगति की जानकारी bbox=[4, 521, 157, 549]
car-headline: कार दुर्घटना में शिक्षिका सहित चार घायल, हायर सेंटर रेफर bbox=[180, 420, 317, 447]
column-divider bbox=[495, 524, 496, 679]
pension-text: जिलाधिकारी ने समीक्षा बैठक में अधिकारियों को निर्देश दिए कि सेवानिवृत्त होने वाले कर्मचारियों की पेंशन संबंधी प्रक्रिया समय से पूर्ण की जाए। उन्होंने कहा कि सेवानिवृत्ति के दिन ही कर्मचारी को समस्त देयकों का भुगतान सुनिश्चित किया जाए ताकि उन्हें कार्यालयों के चक्कर न लगाने पड़ें। बैठक में कोषागार, लेखा एवं संबंधित विभागों के अधिकारी उपस्थित रहे। जिलाधिकारी ने लंबित प्रकरणों की विभागवार समीक्षा करते हुए शीघ्र निस्तारण के निर्देश दिए। bbox=[171, 716, 247, 792]
sidebar-item-dateline: उत्तरकाशी, 31 मार्च (न्यूज) bbox=[4, 88, 55, 94]
car-text: नेशनल हाईवे पर अनियंत्रित होकर एक कार खाई में जा गिरी, जिससे उसमें सवार शिक्षिका सहित चार लोग घायल हो गए। सूचना मिलते ही पुलिस और एसडीआरएफ की टीम मौके पर पहुंची और रेस्क्यू अभियान चलाकर घायलों को बाहर निकाला। घायलों को प्राथमिक उपचार के बाद गंभीर हालत को देखते हुए हायर सेंटर रेफर कर दिया गया। प्रत्यक्षदर्शियों के अनुसार कार की रफ्तार तेज थी और मोड़ पर चालक नियंत्रण खो बैठा। पुलिस ने वाहन को क्रेन की मदद से बाहर निकाला और मामले की जांच शुरू कर दी है। bbox=[171, 448, 326, 488]
sidebar-item-body: पौड़ी, 31 मार्च (न्यूज) - जिले में नशा उन्मूलन के लिए विशेष एंटी ड्रग यूनिट का गठन किया गया है। यूनिट में पुलिस, आबकारी और स्वास्थ्य विभाग के अधिकारियों को शामिल किया गया है। जिलाधिकारी ने बताया कि यह यूनिट स्कूलों और कॉलेजों के आसपास नशे की बिक्री पर निगरानी रखेगी। साथ ही जागरूकता कार्यक्रम भी चलाए जाएंगे ताकि युवा पीढ़ी को नशे से दूर रखा जा सके। यूनिट को हर माह अपनी रिपोर्ट प्रस्तुत करनी होगी। bbox=[4, 300, 161, 334]
police-photo bbox=[499, 558, 646, 638]
pension-article[interactable] bbox=[171, 687, 326, 815]
congress-article[interactable] bbox=[333, 687, 409, 815]
cmyk-green-swatch bbox=[332, 1035, 341, 1042]
